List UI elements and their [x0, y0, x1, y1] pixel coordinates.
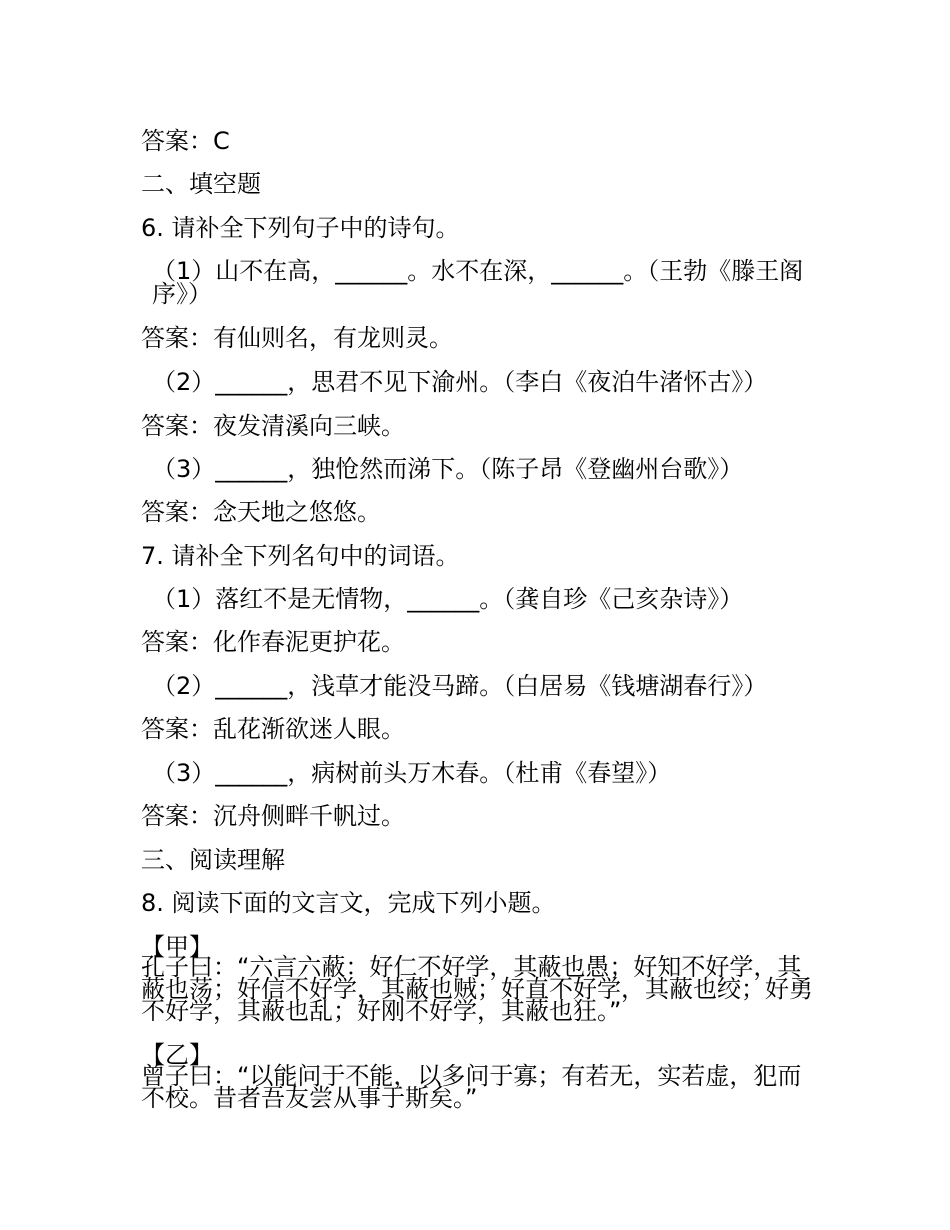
question-6-2: （2）______，思君不见下渝州。（李白《夜泊牛渚怀古》） — [152, 368, 768, 396]
question-7-3: （3）______，病树前头万木春。（杜甫《春望》） — [152, 759, 672, 787]
question-6-3: （3）______，独怆然而涕下。（陈子昂《登幽州台歌》） — [152, 455, 744, 483]
answer-line: 答案：C — [141, 127, 230, 155]
passage-label-jia: 【甲】 — [141, 933, 213, 961]
answer-7-2: 答案：乱花渐欲迷人眼。 — [141, 715, 405, 743]
section-heading: 三、阅读理解 — [141, 846, 285, 874]
question-7: 7. 请补全下列名句中的词语。 — [141, 542, 460, 570]
section-heading: 二、填空题 — [141, 170, 261, 198]
question-7-2: （2）______，浅草才能没马蹄。（白居易《钱塘湖春行》） — [152, 672, 768, 700]
answer-7-3: 答案：沉舟侧畔千帆过。 — [141, 802, 405, 830]
question-6-1: （1）山不在高，______。水不在深，______。（王勃《滕王阁序》） — [152, 257, 804, 308]
question-6: 6. 请补全下列句子中的诗句。 — [141, 214, 460, 242]
question-7-1: （1）落红不是无情物，______。（龚自珍《己亥杂诗》） — [152, 585, 744, 613]
answer-7-1: 答案：化作春泥更护花。 — [141, 628, 405, 656]
answer-6-2: 答案：夜发清溪向三峡。 — [141, 412, 405, 440]
answer-6-1: 答案：有仙则名，有龙则灵。 — [141, 324, 453, 352]
passage-yi: 曾子曰：“以能问于不能，以多问于寡；有若无，实若虚，犯而不校。昔者吾友尝从事于斯矣。” — [141, 1062, 802, 1112]
question-8: 8. 阅读下面的文言文，完成下列小题。 — [141, 889, 556, 917]
answer-6-3: 答案：念天地之悠悠。 — [141, 498, 381, 526]
passage-label-yi: 【乙】 — [141, 1041, 213, 1069]
passage-jia: 孔子曰：“六言六蔽：好仁不好学，其蔽也愚；好知不好学，其蔽也荡；好信不好学，其蔽也贼；好直不好学，其蔽也绞；好勇不好学，其蔽也乱；好刚不好学，其蔽也狂。” — [141, 953, 813, 1025]
